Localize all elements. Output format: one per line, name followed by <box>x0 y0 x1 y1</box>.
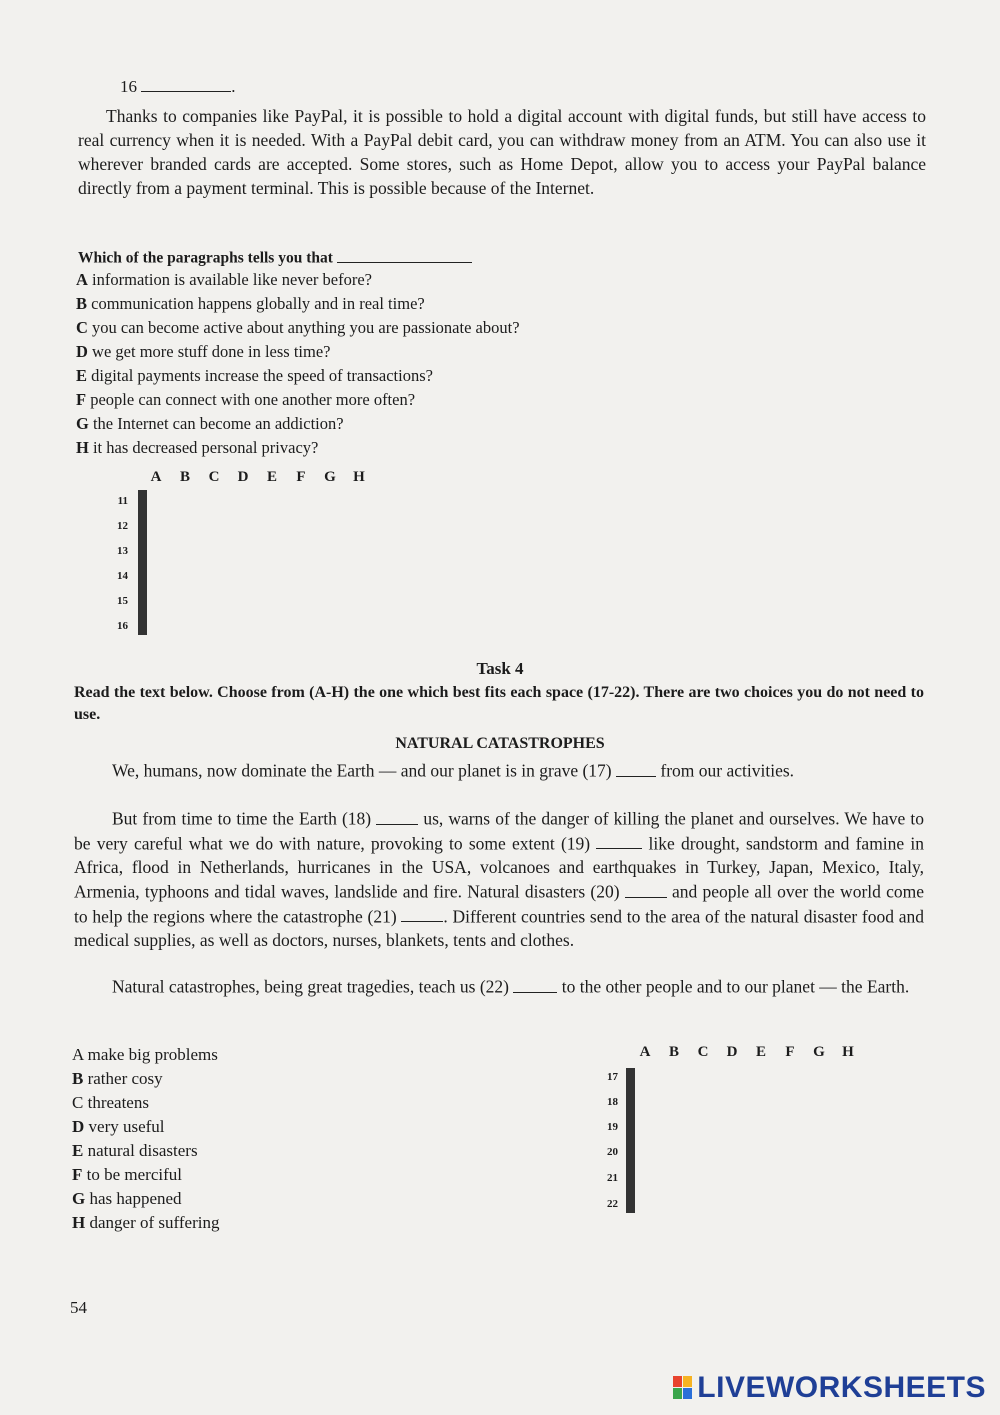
options-list-1 <box>76 268 520 460</box>
task-text-p1 <box>74 758 924 783</box>
option-letter: G <box>76 414 89 433</box>
prompt-blank <box>337 246 472 263</box>
option-letter: A <box>76 270 88 289</box>
grid2-row-label: 17 <box>607 1071 618 1083</box>
option-e <box>72 1139 219 1163</box>
grid-cell[interactable] <box>634 1117 635 1141</box>
blank-21[interactable] <box>401 904 443 923</box>
option-text: to be merciful <box>86 1165 182 1184</box>
grid2-col-label: F <box>785 1044 795 1060</box>
grid-cell[interactable] <box>146 611 147 635</box>
option-letter: D <box>72 1117 85 1136</box>
option-text: you can become active about anything you are passionate about? <box>92 318 520 337</box>
option-b <box>72 1067 219 1091</box>
option-letter: F <box>72 1165 83 1184</box>
paragraph-16: Thanks to companies like PayPal, it is possible to hold a digital account with digital funds, but still have access to real currency when it is needed. With a PayPal debit card, you can withdraw money from an ATM. You can also use it wherever branded cards are accepted. Some stores, such as Home Depot, allow you to access your PayPal balance directly from a payment terminal. This is possible because of the Internet. <box>78 106 926 198</box>
grid2-col-label: B <box>668 1044 679 1060</box>
section-number-label: 16 <box>120 77 137 96</box>
grid1-col-label: E <box>266 469 277 485</box>
grid1-row-label: 16 <box>117 620 128 632</box>
option-text: the Internet can become an addiction? <box>92 414 344 433</box>
option-f <box>72 1163 219 1187</box>
option-f <box>76 388 520 412</box>
text-segment: But from time to time the Earth (18) <box>112 808 372 829</box>
grid2-row-label: 21 <box>607 1172 618 1184</box>
liveworksheets-logo-icon <box>673 1376 693 1400</box>
option-c <box>76 316 520 340</box>
option-letter: H <box>76 438 89 457</box>
grid2-row-label: 22 <box>607 1198 618 1210</box>
grid1-col-label: D <box>237 469 249 485</box>
grid1-col-label: C <box>208 469 220 485</box>
option-text: danger of suffering <box>89 1213 220 1232</box>
grid-cell[interactable] <box>146 491 147 515</box>
option-text: rather cosy <box>87 1069 163 1088</box>
text-segment: Natural catastrophes, being great tragedies, teach us (22) <box>112 976 509 997</box>
grid2-col-label: C <box>697 1044 709 1060</box>
option-text: has happened <box>89 1189 182 1208</box>
option-text: information is available like never before? <box>92 270 372 289</box>
option-h <box>72 1211 219 1235</box>
grid2-row-label: 20 <box>607 1146 618 1158</box>
section-number-16: 16 . <box>120 74 236 97</box>
grid1-col-label: G <box>324 469 336 485</box>
option-text: threatens <box>87 1093 149 1112</box>
grid1-table <box>138 490 147 635</box>
option-text: natural disasters <box>87 1141 198 1160</box>
option-text: make big problems <box>87 1045 218 1064</box>
task-title: Task 4 <box>476 659 524 678</box>
grid2-col-label: E <box>755 1044 766 1060</box>
option-letter: E <box>76 366 88 385</box>
grid2-col-label: H <box>842 1044 854 1060</box>
option-a <box>72 1043 219 1067</box>
grid1-row-label: 14 <box>117 570 128 582</box>
grid1-row-label: 12 <box>117 520 128 532</box>
option-d <box>76 340 520 364</box>
text-segment: like drought, sandstorm and famine in Africa, flood in Netherlands, hurricanes in the USA, volcanoes and earthquakes in Turkey, Japan, Mexico, Italy, Armenia, typhoons and tidal waves, landslide and fire. Natural disasters (20) <box>74 833 924 902</box>
answer-blank-16[interactable] <box>141 74 231 92</box>
task-text-p2 <box>74 806 924 952</box>
grid2-col-label: A <box>639 1044 651 1060</box>
option-b <box>76 292 520 316</box>
option-d <box>72 1115 219 1139</box>
task-instructions: Read the text below. Choose from (A-H) the one which best fits each space (17-22). There are two choices you do not need to use. <box>74 684 924 723</box>
grid1-row-label: 15 <box>117 595 128 607</box>
grid1-col-label: F <box>296 469 306 485</box>
brand-text: LIVEWORKSHEETS <box>697 1371 986 1404</box>
blank-18[interactable] <box>376 806 418 825</box>
option-text: it has decreased personal privacy? <box>92 438 319 457</box>
option-a <box>76 268 520 292</box>
question-prompt <box>78 246 472 268</box>
option-letter: A <box>72 1045 84 1064</box>
text-segment: us, warns of the danger of killing the planet and ourselves. We have to be very careful what we do with nature, provoking to some extent (19) <box>74 808 925 853</box>
option-letter: C <box>76 318 88 337</box>
grid2-row-label: 18 <box>607 1096 618 1108</box>
blank-19[interactable] <box>596 831 642 850</box>
option-e <box>76 364 520 388</box>
option-letter: B <box>72 1069 84 1088</box>
grid2-col-label: D <box>726 1044 738 1060</box>
grid-cell[interactable] <box>146 587 147 611</box>
grid2-row-label: 19 <box>607 1121 618 1133</box>
text-segment: . Different countries send to the area of the natural disaster food and medical supplies, as well as doctors, nurses, blankets, tents and clothes. <box>74 906 925 950</box>
option-text: we get more stuff done in less time? <box>92 342 331 361</box>
option-c <box>72 1091 219 1115</box>
grid1-col-label: H <box>353 469 365 485</box>
option-h <box>76 436 520 460</box>
grid2-col-label: G <box>813 1044 825 1060</box>
grid-cell[interactable] <box>634 1165 635 1189</box>
liveworksheets-logo <box>673 1371 986 1405</box>
grid1-row-label: 11 <box>117 495 128 507</box>
blank-17[interactable] <box>616 758 656 777</box>
option-letter: D <box>76 342 88 361</box>
option-letter: B <box>76 294 88 313</box>
text-segment: We, humans, now dominate the Earth — and our planet is in grave (17) <box>112 760 612 781</box>
option-g <box>76 412 520 436</box>
page-number: 54 <box>70 1298 87 1317</box>
text-segment: and people all over the world come to help the regions where the catastrophe (21) <box>74 881 925 926</box>
grid2-table <box>626 1068 635 1213</box>
blank-20[interactable] <box>625 879 667 898</box>
grid1-row-label: 13 <box>117 545 128 557</box>
grid-cell[interactable] <box>146 539 147 563</box>
option-letter: E <box>72 1141 84 1160</box>
options-list-2 <box>72 1043 219 1235</box>
option-letter: C <box>72 1093 84 1112</box>
task-text-p3 <box>74 974 924 999</box>
text-segment: from our activities. <box>660 760 795 781</box>
option-g <box>72 1187 219 1211</box>
option-text: people can connect with one another more often? <box>90 390 416 409</box>
option-text: digital payments increase the speed of transactions? <box>91 366 433 385</box>
option-text: very useful <box>88 1117 165 1136</box>
question-prompt-text: Which of the paragraphs tells you that <box>78 249 333 267</box>
grid-cell[interactable] <box>634 1141 635 1165</box>
option-letter: G <box>72 1189 86 1208</box>
text-title: NATURAL CATASTROPHES <box>395 735 605 752</box>
option-letter: F <box>76 390 87 409</box>
grid-cell[interactable] <box>634 1189 635 1213</box>
grid1-col-label: A <box>150 469 162 485</box>
blank-22[interactable] <box>513 974 557 993</box>
option-text: communication happens globally and in real time? <box>91 294 425 313</box>
grid-cell[interactable] <box>146 563 147 587</box>
text-segment: to the other people and to our planet — the Earth. <box>561 976 910 997</box>
grid-cell[interactable] <box>634 1069 635 1093</box>
grid-cell[interactable] <box>634 1093 635 1117</box>
grid1-col-label: B <box>179 469 190 485</box>
option-letter: H <box>72 1213 86 1232</box>
grid-cell[interactable] <box>146 515 147 539</box>
